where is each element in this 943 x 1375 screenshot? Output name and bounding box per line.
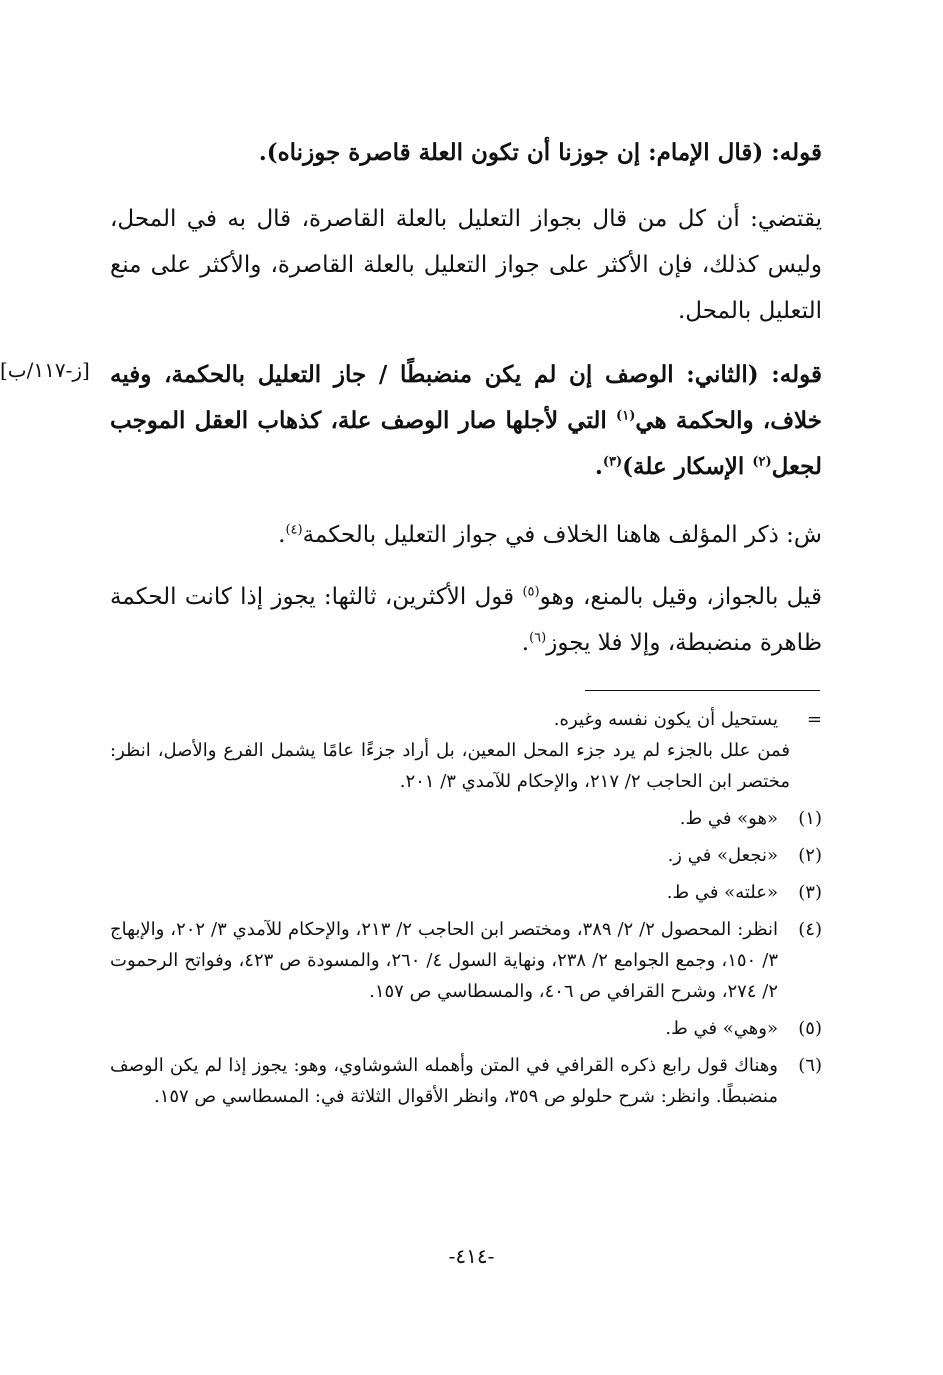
footnote-4 [110, 914, 822, 1007]
footnote-continuation [110, 704, 822, 735]
footnote-1 [110, 803, 822, 834]
body2-part-c: . [521, 630, 530, 656]
footnote-number: (٢) [798, 845, 822, 866]
footnote-number: (١) [798, 808, 822, 829]
page-number: -٤١٤- [448, 1244, 495, 1268]
footnote-number: (٦) [798, 1055, 822, 1076]
body2-part-b: قول الأكثرين، ثالثها: يجوز إذا كانت الحكمة ظاهرة منضبطة، وإلا فلا يجوز [110, 584, 822, 656]
footnote-text: انظر: المحصول ٢/ ٢/ ٣٨٩، ومختصر ابن الحاجب ٢/ ٢١٣، والإحكام للآمدي ٣/ ٢٠٢، والإبهاج ٣/ ١٥٠، وجمع الجوامع ٢/ ٢٣٨، ونهاية السول ٤/ ٢٦٠، والمسودة ص ٤٢٣، وفواتح الرحموت ٢/ ٢٧٤، وشرح القرافي ص ٤٠٦، والمسطاسي ص ١٥٧. [110, 919, 778, 1002]
commentary-paragraph-2 [110, 574, 822, 666]
manuscript-folio-reference: [ز-١١٧/ب] [0, 358, 90, 382]
body2-part-a: قيل بالجواز، وقيل بالمنع، وهو [539, 584, 822, 610]
footnote-number: (٤) [798, 919, 822, 940]
footnotes [110, 704, 822, 1112]
footnote-separator [585, 690, 820, 691]
footnote-text: «نجعل» في ز. [667, 845, 778, 866]
footnote-ref-1: (١) [616, 408, 636, 424]
quote2-part-d: . [594, 453, 603, 480]
footnote-ref-6: (٦) [529, 630, 547, 646]
quote2-part-b: التي لأجلها صار الوصف علة، كذهاب العقل الموجب لجعل [110, 407, 822, 480]
footnote-2 [110, 840, 822, 871]
footnote-6 [110, 1050, 822, 1112]
continuation-marker: = [806, 709, 822, 730]
footnote-text: «علته» في ط. [666, 882, 778, 903]
footnote-number: (٣) [798, 882, 822, 903]
sh-end: . [278, 522, 286, 548]
footnote-ref-3: (٣) [602, 454, 623, 470]
commentary-sh-paragraph [110, 512, 822, 558]
footnote-text: «هو» في ط. [679, 808, 778, 829]
continuation-line-2: فمن علل بالجزء لم يرد جزء المحل المعين، بل أراد جزءًا عامًا يشمل الفرع والأصل، انظر: مختصر ابن الحاجب ٢/ ٢١٧، والإحكام للآمدي ٣/ ٢٠١. [110, 740, 790, 792]
footnote-ref-5: (٥) [522, 584, 540, 600]
continuation-line-1: يستحيل أن يكون نفسه وغيره. [553, 709, 778, 730]
footnote-ref-4: (٤) [285, 522, 303, 538]
commentary-paragraph-1: يقتضي: أن كل من قال بجواز التعليل بالعلة القاصرة، قال به في المحل، وليس كذلك، فإن الأكثر على جواز التعليل بالعلة القاصرة، والأكثر على منع التعليل بالمحل. [110, 206, 822, 324]
footnote-ref-2: (٢) [752, 454, 772, 470]
quoted-passage-2 [110, 352, 822, 490]
footnote-text: وهناك قول رابع ذكره القرافي في المتن وأهمله الشوشاوي، وهو: يجوز إذا لم يكن الوصف منضبطًا. وانظر: شرح حلولو ص ٣٥٩، وانظر الأقوال الثلاثة في: المسطاسي ص ١٥٧. [110, 1055, 778, 1107]
quote2-part-a: قوله: (الثاني: الوصف إن لم يكن منضبطًا / جاز التعليل بالحكمة، وفيه خلاف، والحكمة هي [110, 361, 823, 434]
footnote-3 [110, 877, 822, 908]
quote2-part-c: الإسكار علة) [622, 453, 753, 480]
footnote-5 [110, 1013, 822, 1044]
quoted-passage-1: قوله: (قال الإمام: إن جوزنا أن تكون العلة قاصرة جوزناه). [258, 139, 822, 166]
footnote-text: «وهي» في ط. [665, 1018, 778, 1039]
sh-text: ش: ذكر المؤلف هاهنا الخلاف في جواز التعليل بالحكمة [302, 522, 822, 548]
footnote-number: (٥) [798, 1018, 822, 1039]
